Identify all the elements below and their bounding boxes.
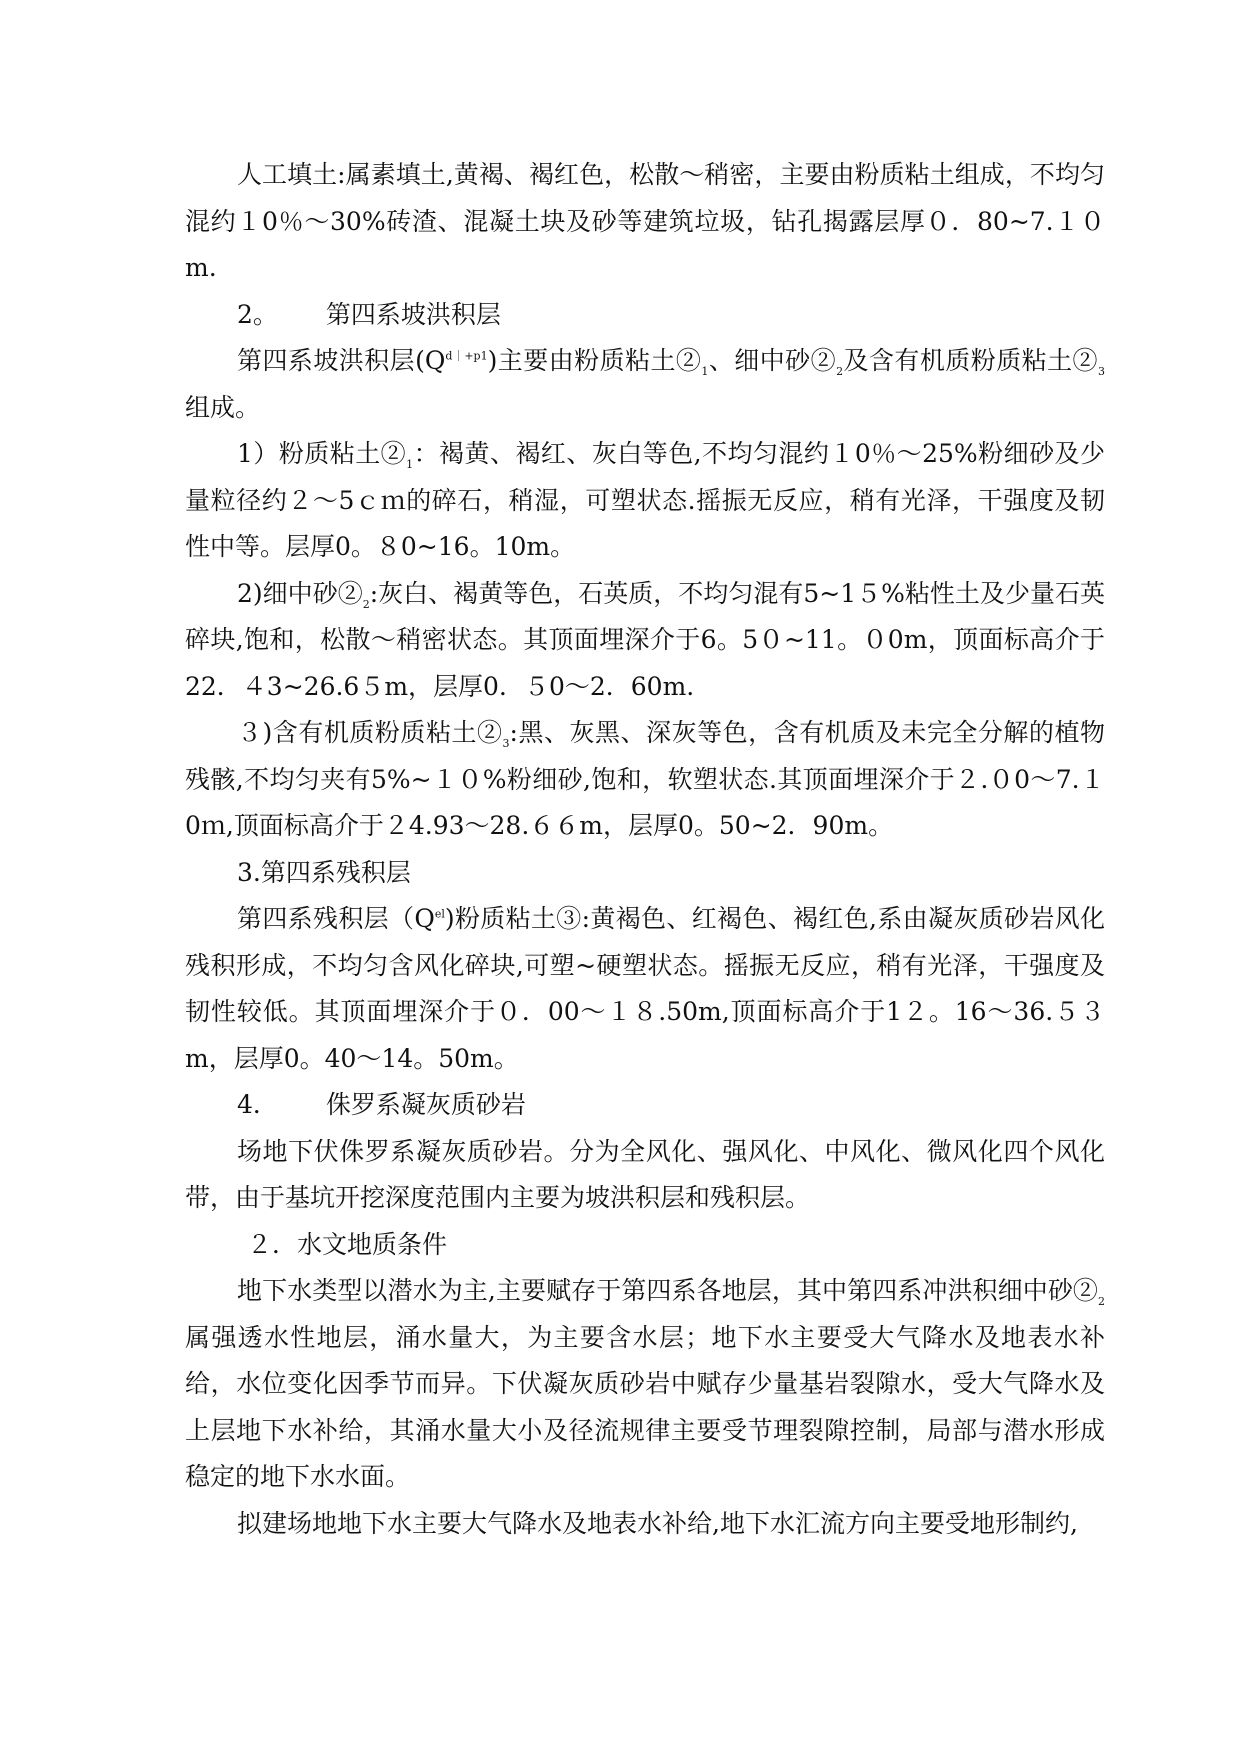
text-run: 1）粉质粘土② (237, 439, 407, 468)
document-body (185, 152, 1105, 1547)
text-run: )粉质粘土③:黄褐色、红褐色、褐红色,系由凝灰质砂岩风化残积形成，不均匀含风化碎块,可塑~硬塑状态。摇振无反应，稍有光泽，干强度及韧性较低。其顶面埋深介于０．00～１８.50m,顶面标高介于1２。16～36.５３m，层厚0。40～14。50m。 (185, 904, 1105, 1073)
subscript: 2 (362, 597, 370, 611)
paragraph-organic-silty-clay (185, 710, 1105, 850)
text-run: 及含有机质粉质粘土② (843, 346, 1098, 375)
paragraph-groundwater-type (185, 1268, 1105, 1501)
text-run: :黑、灰黑、深灰等色，含有机质及未完全分解的植物残骸,不均匀夹有5%~１０%粉细砂,饱和，软塑状态.其顶面埋深介于２.０0～7.１0ｍ,顶面标高介于２4.93～28.６６m，层厚0。50~2．90m。 (185, 718, 1105, 840)
paragraph-artificial-fill (185, 152, 1105, 292)
paragraph-groundwater-recharge (185, 1501, 1105, 1548)
text-run: 2)细中砂② (237, 578, 363, 608)
text-run: 、细中砂② (708, 346, 837, 375)
text-run: 地下水类型以潜水为主,主要赋存于第四系各地层，其中第四系冲洪积细中砂② (237, 1276, 1098, 1305)
paragraph-fine-medium-sand (185, 571, 1105, 711)
text-run: ：褐黄、褐红、灰白等色,不均匀混约１0％～25%粉细砂及少量粒径约２～5ｃｍ的碎石，稍湿，可塑状态.摇振无反应，稍有光泽，干强度及韧性中等。层厚0。８0~16。10m。 (185, 439, 1105, 561)
subscript: 3 (1097, 365, 1105, 378)
subscript: 1 (406, 458, 414, 471)
heading-hydrogeology (185, 1222, 1105, 1269)
heading-slope-alluvial (185, 292, 1105, 339)
paragraph-silty-clay (185, 431, 1105, 571)
heading-residual-layer (185, 850, 1105, 897)
subscript: 3 (502, 737, 510, 750)
subscript: 2 (1098, 1295, 1105, 1308)
text-run: 第四系坡洪积层(Q (237, 346, 446, 375)
text-run: ３)含有机质粉质粘土② (237, 718, 503, 747)
text-run: :灰白、褐黄等色，石英质，不均匀混有5~1５%粘性土及少量石英碎块,饱和，松散～稍密状态。其顶面埋深介于6。5０~11。０0m，顶面标高介于22．４3~26.6５m，层厚0．５0～2．60m. (185, 578, 1105, 701)
heading-title: 3.第四系残积层 (237, 857, 411, 887)
heading-title: 第四系坡洪积层 (325, 299, 501, 329)
heading-number: 2。 (237, 299, 278, 329)
paragraph-text: 场地下伏侏罗系凝灰质砂岩。分为全风化、强风化、中风化、微风化四个风化带，由于基坑开挖深度范围内主要为坡洪积层和残积层。 (185, 1136, 1105, 1212)
superscript: d｜+p1 (445, 349, 488, 363)
heading-title: 侏罗系凝灰质砂岩 (325, 1090, 526, 1119)
text-run: 属强透水性地层，涌水量大，为主要含水层；地下水主要受大气降水及地表水补给，水位变化因季节而异。下伏凝灰质砂岩中赋存少量基岩裂隙水，受大气降水及上层地下水补给，其涌水量大小及径流规律主要受节理裂隙控制，局部与潜水形成稳定的地下水水面。 (185, 1322, 1105, 1491)
heading-number: 4． (237, 1090, 278, 1119)
paragraph-slope-alluvial-intro (185, 338, 1105, 431)
heading-title: ２．水文地质条件 (247, 1229, 448, 1259)
text-run: 组成。 (185, 392, 261, 422)
heading-jurassic-sandstone (185, 1082, 1105, 1129)
superscript: el (434, 907, 445, 921)
paragraph-residual-layer (185, 896, 1105, 1082)
subscript: 2 (836, 365, 844, 378)
text-run: 第四系残积层（Q (237, 904, 435, 933)
paragraph-text: 拟建场地地下水主要大气降水及地表水补给,地下水汇流方向主要受地形制约, (237, 1508, 1078, 1538)
text-run: )主要由粉质粘土② (487, 346, 702, 375)
subscript: 1 (701, 365, 709, 378)
paragraph-text: 人工填土:属素填土,黄褐、褐红色，松散～稍密，主要由粉质粘土组成，不均匀混约１0％～30%砖渣、混凝土块及砂等建筑垃圾，钻孔揭露层厚０．80~7.１０m. (185, 160, 1105, 282)
paragraph-jurassic-sandstone (185, 1129, 1105, 1222)
